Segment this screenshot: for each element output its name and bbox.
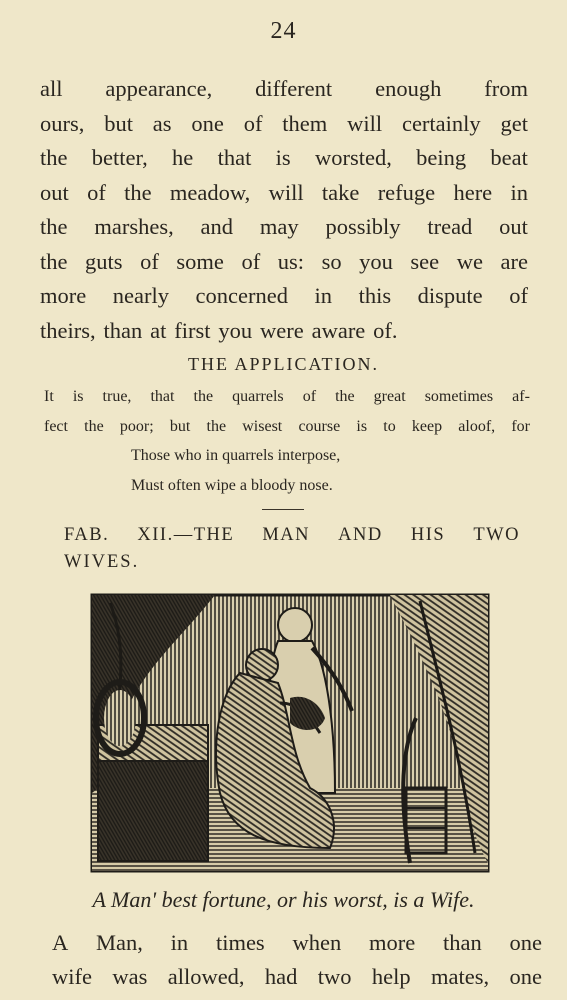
verse-line: Must often wipe a bloody nose.	[131, 476, 333, 494]
text-line: the guts of some of us: so you see we are	[40, 248, 528, 274]
text-line: more nearly concerned in this dispute of	[40, 283, 528, 308]
fable-motto: A Man' best fortune, or his worst, is a Wife.	[92, 887, 475, 912]
fable-title-line: WIVES.	[64, 552, 140, 572]
fable-title	[64, 522, 520, 576]
application-text	[44, 382, 530, 500]
text-line: A Man, in times when more than one	[52, 930, 542, 955]
woodcut-engraving	[90, 593, 490, 873]
text-line: all appearance, different enough from	[40, 76, 528, 101]
text-line: It is true, that the quarrels of the great sometimes af-	[44, 388, 530, 405]
text-line: out of the meadow, will take refuge here in	[40, 179, 528, 205]
body-text	[40, 72, 528, 348]
application-heading: THE APPLICATION.	[187, 354, 379, 374]
fable-opening-text	[52, 926, 542, 994]
page-number: 24	[270, 18, 297, 44]
text-line: the marshes, and may possibly tread out	[40, 214, 528, 239]
application-lines	[44, 382, 530, 441]
verse-line: Those who in quarrels interpose,	[131, 447, 341, 464]
text-line: fect the poor; but the wisest course is to keep aloof, for	[44, 417, 530, 435]
text-line: the better, he that is worsted, being beat	[40, 145, 528, 170]
text-line: ours, but as one of them will certainly get	[40, 110, 528, 136]
text-line: theirs, than at first you were aware of.	[40, 317, 398, 343]
section-divider	[262, 509, 304, 510]
fable-title-line: FAB. XII.—THE MAN AND HIS TWO	[64, 525, 520, 545]
text-line: wife was allowed, had two help mates, one	[52, 964, 542, 989]
